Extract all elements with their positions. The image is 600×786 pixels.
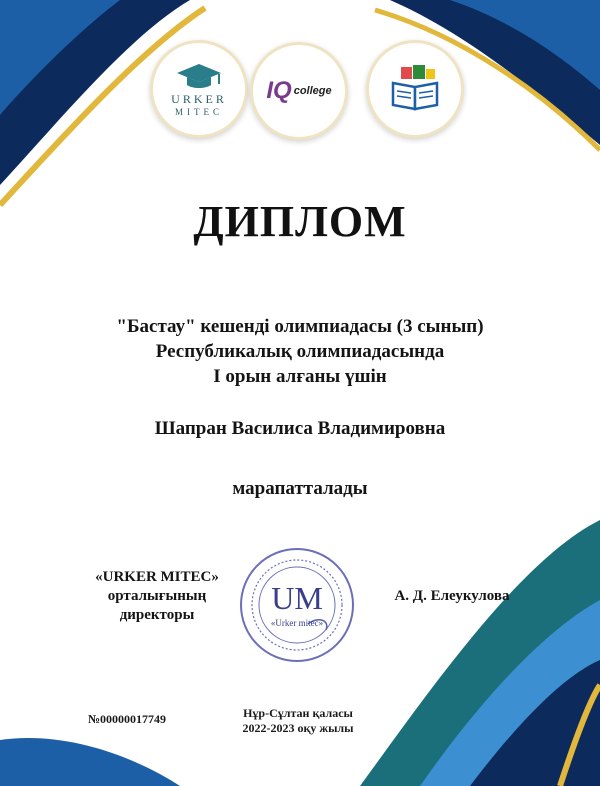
graduation-cap-icon [175, 62, 223, 90]
open-book-icon [389, 65, 441, 113]
iq-college-word: college [293, 85, 332, 97]
academic-year: 2022-2023 оқу жылы [242, 721, 354, 735]
org-name: «URKER MITEC» [95, 569, 219, 585]
signer-name: А. Д. Елеукулова [394, 588, 510, 604]
awarded-text: марапатталады [232, 478, 368, 499]
organization-signature [72, 568, 242, 625]
bottom-left-wave [0, 738, 180, 786]
issue-place-year [228, 706, 368, 736]
recipient-name: Шапран Василиса Владимировна [154, 418, 446, 439]
award-place: I орын алғаны үшін [213, 366, 387, 387]
olympiad-name: "Бастау" кешенді олимпиадасы (3 сынып) [116, 316, 484, 337]
org-line3: директоры [119, 607, 195, 623]
org-line2: орталығының [107, 588, 207, 604]
stamp-monogram: UM [271, 580, 323, 616]
urker-logo-line2: MITEC [175, 106, 223, 117]
urker-logo-line1: URKER [171, 91, 227, 106]
city: Нұр-Сұлтан қаласы [243, 706, 353, 720]
olympiad-scope: Республикалық олимпиадасында [155, 341, 445, 362]
book-logo [366, 40, 464, 138]
diploma-number: №00000017749 [88, 712, 167, 726]
stamp-subtitle: «Urker mitec» [270, 618, 324, 628]
diploma-title: ДИПЛОМ [193, 197, 407, 246]
iq-college-logo [250, 42, 348, 140]
iq-college-mark: IQ [266, 77, 292, 104]
urker-mitec-logo [150, 40, 248, 138]
official-stamp [238, 546, 356, 664]
